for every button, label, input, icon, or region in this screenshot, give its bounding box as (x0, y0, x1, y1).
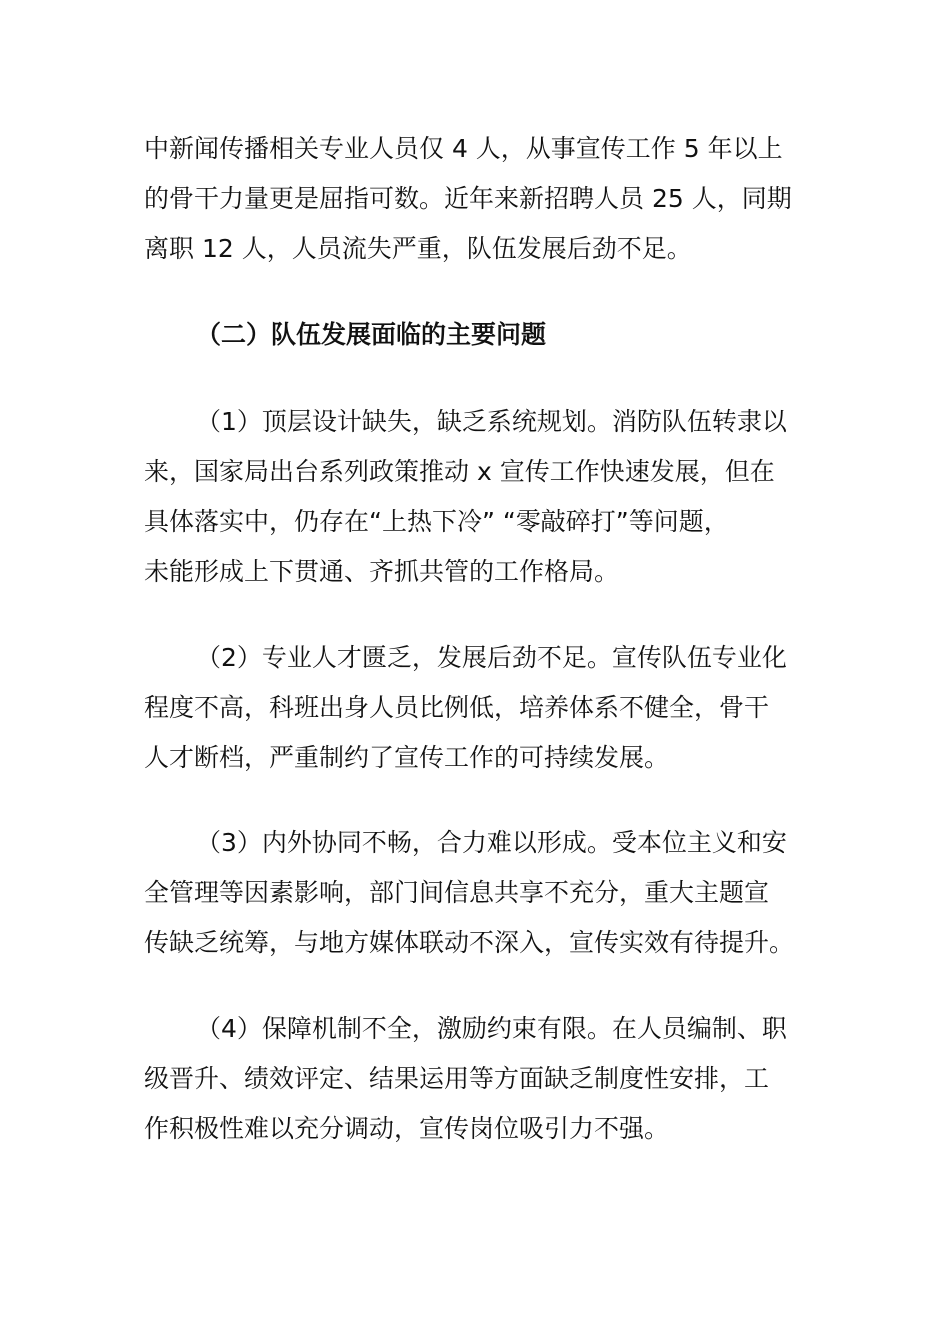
text-line: 来，国家局出台系列政策推动 x 宣传工作快速发展，但在 (144, 457, 775, 486)
section-heading: （二）队伍发展面临的主要问题 (196, 320, 547, 349)
text-line: 具体落实中，仍存在“上热下冷” “零敲碎打”等问题， (144, 507, 729, 536)
text-line: （2）专业人才匮乏，发展后劲不足。宣传队伍专业化 (196, 643, 787, 672)
text-line: 离职 12 人，人员流失严重，队伍发展后劲不足。 (144, 234, 692, 263)
text-line: 未能形成上下贯通、齐抓共管的工作格局。 (144, 557, 620, 586)
text-line: （1）顶层设计缺失，缺乏系统规划。消防队伍转隶以 (196, 407, 787, 436)
text-line: 中新闻传播相关专业人员仅 4 人，从事宣传工作 5 年以上 (144, 134, 783, 163)
text-line: 程度不高，科班出身人员比例低，培养体系不健全，骨干 (144, 693, 770, 722)
text-line: （4）保障机制不全，激励约束有限。在人员编制、职 (196, 1014, 787, 1043)
text-line: 的骨干力量更是屈指可数。近年来新招聘人员 25 人，同期 (144, 184, 792, 213)
text-line: 人才断档，严重制约了宣传工作的可持续发展。 (144, 743, 670, 772)
text-line: 全管理等因素影响，部门间信息共享不充分，重大主题宣 (144, 878, 770, 907)
text-line: 传缺乏统筹，与地方媒体联动不深入，宣传实效有待提升。 (144, 928, 795, 957)
text-line: （3）内外协同不畅，合力难以形成。受本位主义和安 (196, 828, 787, 857)
text-line: 级晋升、绩效评定、结果运用等方面缺乏制度性安排，工 (144, 1064, 770, 1093)
text-line: 作积极性难以充分调动，宣传岗位吸引力不强。 (144, 1114, 670, 1143)
